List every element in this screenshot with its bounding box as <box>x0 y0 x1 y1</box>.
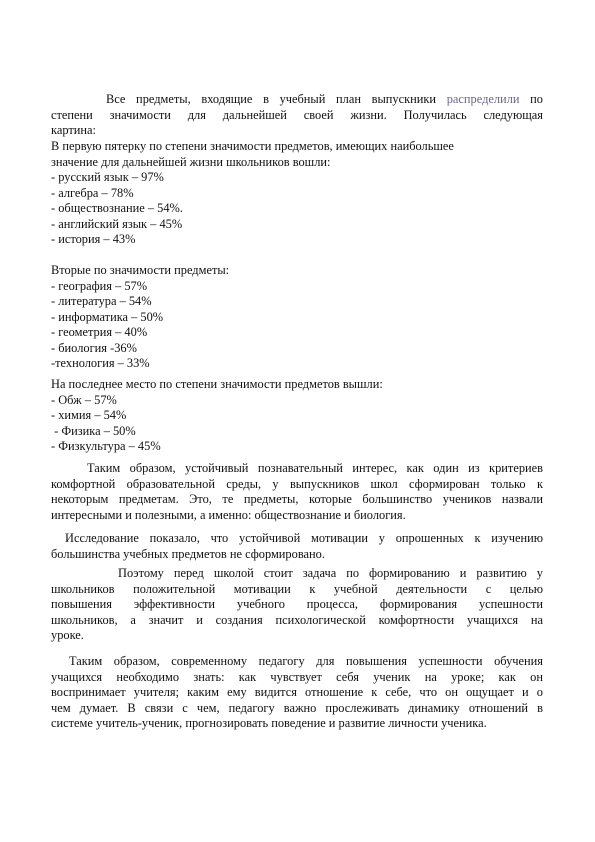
intro-line-3: картина: <box>51 123 96 137</box>
list-item: - история – 43% <box>51 232 136 246</box>
list-item: - геометрия – 40% <box>51 325 148 339</box>
list-item: - алгебра – 78% <box>51 185 134 200</box>
paragraph-line: уроке. <box>51 628 84 642</box>
group-second <box>51 263 543 372</box>
intro-paragraph <box>51 92 543 139</box>
group-top-five <box>51 139 543 248</box>
list-item: - биология -36% <box>51 340 137 355</box>
highlighted-word: распределили <box>446 92 520 106</box>
paragraph-line: повышения эффективности учебного процесса, формирования успешности <box>51 597 543 611</box>
paragraph-line: воспринимает учителя; каким ему видится отношение к себе, что он ощущает и о <box>51 685 543 699</box>
paragraph-line: большинства учебных предметов не сформировано. <box>51 546 325 561</box>
list-item: -технология – 33% <box>51 356 150 370</box>
paragraph-line: школьников положительной мотивации к учебной деятельности с целью <box>51 581 543 596</box>
paragraph-line: интересными и полезными, а именно: обществознание и биология. <box>51 507 406 522</box>
paragraph-line: Поэтому перед школой стоит задача по формированию и развитию у <box>118 566 543 580</box>
paragraph-line: некоторым предметам. Это, те предметы, которые большинство учеников назвали <box>51 492 543 506</box>
group3-heading: На последнее место по степени значимости предметов вышли: <box>51 377 383 391</box>
paragraph-task <box>51 566 543 644</box>
paragraph-motivation <box>51 531 543 562</box>
intro-text: Все предметы, входящие в учебный план выпускники <box>106 92 437 106</box>
paragraph-line: комфортной образовательной среды, у выпускников школ сформирован только к <box>51 476 543 491</box>
paragraph-line: учащихся необходимо знать: как чувствует себя ученик на уроке; как он <box>51 669 543 684</box>
paragraph-line: Исследование показало, что устойчивой мотивации у опрошенных к изучению <box>65 531 543 545</box>
paragraph-interest <box>51 461 543 523</box>
group2-heading: Вторые по значимости предметы: <box>51 263 230 277</box>
paragraph-line: школьников, а значит и создания психологической комфортности учащихся на <box>51 612 543 627</box>
list-item: - информатика – 50% <box>51 309 164 324</box>
intro-text-end: по <box>530 92 543 106</box>
paragraph-line: системе учитель-ученик, прогнозировать поведение и развитие личности ученика. <box>51 716 487 730</box>
group-last <box>51 377 543 455</box>
list-item: - русский язык – 97% <box>51 170 164 184</box>
list-item: - Обж – 57% <box>51 392 117 407</box>
intro-line-1 <box>51 92 543 108</box>
list-item: - обществознание – 54%. <box>51 201 183 215</box>
list-item: - литература – 54% <box>51 294 152 308</box>
group1-heading-line-1: В первую пятерку по степени значимости предметов, имеющих наибольшее <box>51 139 454 153</box>
list-item: - Физкультура – 45% <box>51 439 161 453</box>
paragraph-conclusion <box>51 654 543 732</box>
paragraph-line: Таким образом, устойчивый познавательный интерес, как один из критериев <box>87 461 543 475</box>
group1-heading-line-2: значение для дальнейшей жизни школьников вошли: <box>51 154 331 169</box>
list-item: - Физика – 50% <box>51 423 136 438</box>
list-item: - английский язык – 45% <box>51 216 183 231</box>
paragraph-line: Таким образом, современному педагогу для повышения успешности обучения <box>69 654 543 668</box>
intro-line-2: степени значимости для дальнейшей своей жизни. Получилась следующая <box>51 107 543 122</box>
paragraph-line: чем думает. В связи с чем, педагогу важно прослеживать динамику отношений в <box>51 700 543 715</box>
list-item: - химия – 54% <box>51 408 127 422</box>
list-item: - география – 57% <box>51 278 148 293</box>
